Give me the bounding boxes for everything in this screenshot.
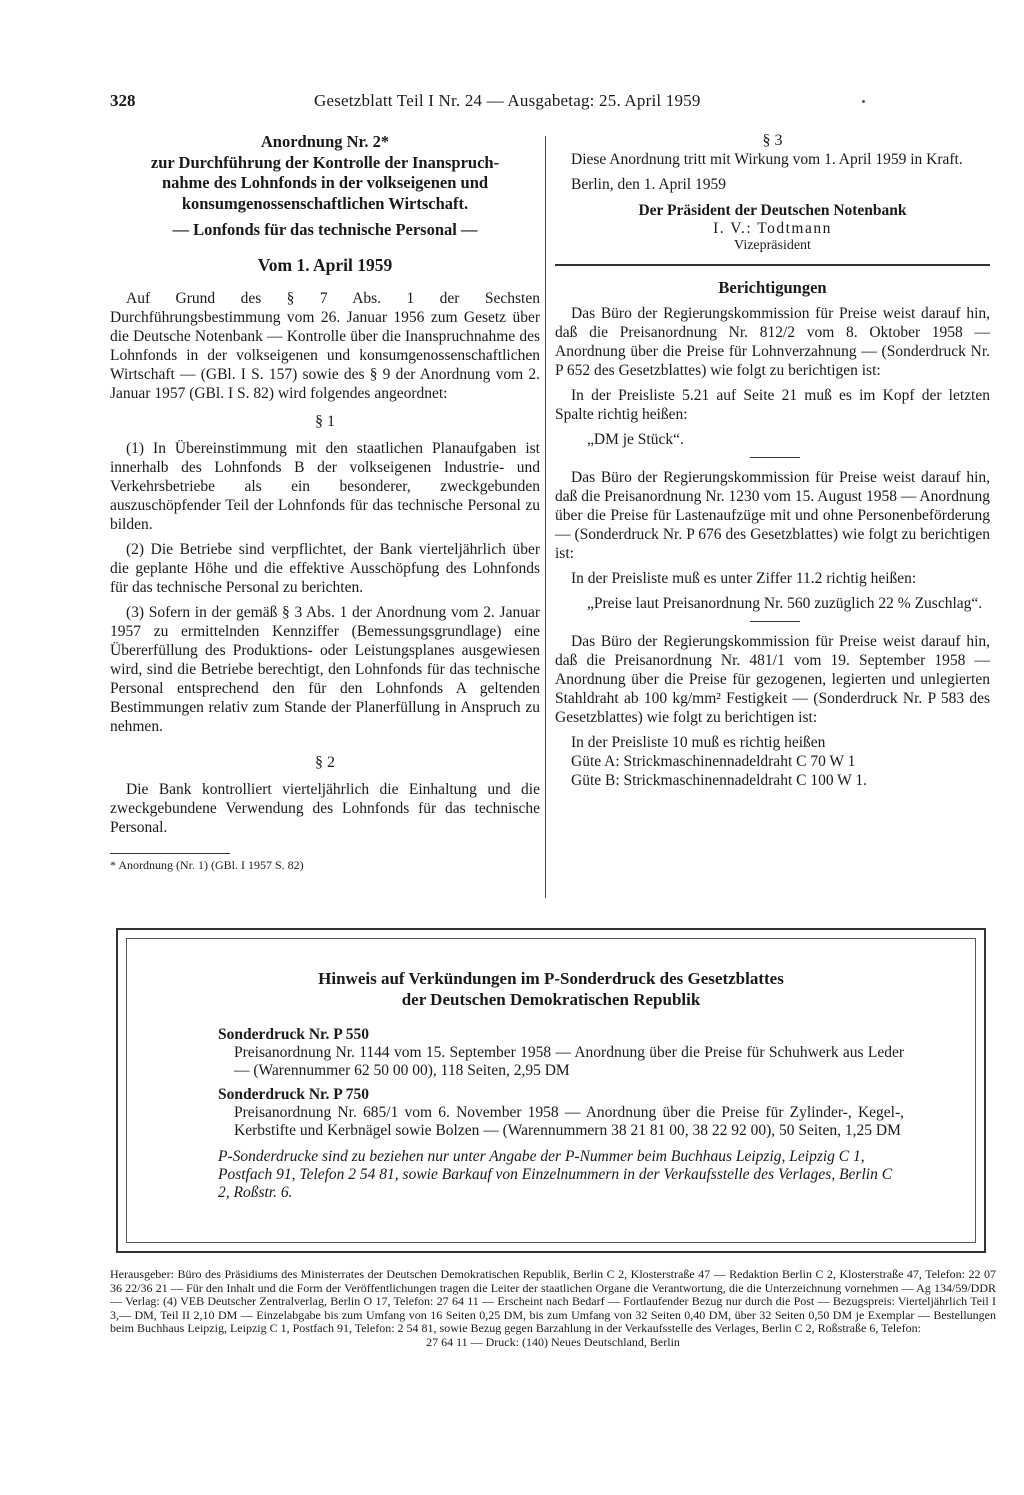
ordinance-title-line: nahme des Lohnfonds in der volkseigenen und [161,173,489,192]
footnote: * Anordnung (Nr. 1) (GBl. I 1957 S. 82) [110,858,304,872]
paragraph: Das Büro der Regierungskommission für Preise weist darauf hin, daß die Preisanordnung Nr. 481/1 vom 19. September 1958 — Anordnung über die Preise für gezogenen, legierten und unlegierten Stahldraht ab 100 kg/mm² Festigkeit — (Sonderdruck Nr. P 583 des Gesetzblattes) wie folgt zu berichtigen ist: [555,633,990,726]
ordering-note: P-Sonderdrucke sind zu beziehen nur unter Angabe der P-Nummer beim Buchhaus Leipzig, Leipzig C 1, Postfach 91, Telefon 2 54 81, sowie Barkauf von Einzelnummern in der Verkaufsstelle des Verlages, Berlin C 2, Roßstr. 6. [218,1148,893,1201]
ordinance-title-line: konsumgenossenschaftlichen Wirtschaft. [181,193,469,213]
notice-box [116,928,986,1253]
imprint-text: Herausgeber: Büro des Präsidiums des Ministerrates der Deutschen Demokratischen Republik, Berlin C 2, Klosterstraße 47 — Redaktion Berlin C 2, Klosterstraße 47, Telefon: 22 07 36 22/36 21 — Für den Inhalt und die Form der Veröffentlichungen tragen die Leiter der staatlichen Organe die Verantwortung, die die Unterzeichnung vornehmen — Ag 134/59/DDR — Verlag: (4) VEB Deutscher Zentralverlag, Berlin O 17, Telefon: 27 64 11 — Erscheint nach Bedarf — Fortlaufender Bezug nur durch die Post — Bezugspreis: Vierteljährlich Teil I 3,— DM, Teil II 2,10 DM — Einzelabgabe bis zum Umfang von 16 Seiten 0,25 DM, bis zum Umfang von 32 Seiten 0,40 DM, über 32 Seiten 0,50 DM je Exemplar — Bestellungen beim Buchhaus Leipzig, Leipzig C 1, Postfach 91, Telefon: 2 54 81, sowie Bezug gegen Barzahlung in der Verkaufsstelle des Verlages, Berlin C 2, Roßstraße 6, Telefon: [110,1267,996,1335]
running-title: Gesetzblatt Teil I Nr. 24 — Ausgabetag: 25. April 1959 [314,91,701,110]
section-heading: § 1 [315,413,335,430]
page-number: 328 [110,91,136,110]
special-print-heading: Sonderdruck Nr. P 550 [218,1026,370,1043]
left-column [110,132,540,873]
quoted-correction: „Preise laut Preisanordnung Nr. 560 zuzüglich 22 % Zuschlag“. [587,595,983,612]
separator-rule [750,621,800,622]
footnote-rule [110,853,230,854]
notice-title-line: der Deutschen Demokratischen Republik [401,990,701,1009]
ordinance-title-line: Anordnung Nr. 2* [260,132,390,151]
quality-line: Güte A: Strickmaschinennadeldraht C 70 W 1 [571,753,856,770]
right-column [555,132,990,790]
preamble: Auf Grund des § 7 Abs. 1 der Sechsten Durchführungsbestimmung vom 26. Januar 1956 zum Gesetz über die Deutsche Notenbank — Kontrolle über die Inanspruchnahme des Lohnfonds in der volkseigenen und konsumgenossenschaftlichen Wirtschaft — (GBl. I S. 157) sowie des § 9 der Anordnung vom 2. Januar 1957 (GBl. I S. 82) wird folgendes angeordnet: [110,290,540,402]
section-heading: § 2 [315,754,335,771]
paragraph: In der Preisliste 10 muß es richtig heißen [571,734,826,751]
paragraph: Das Büro der Regierungskommission für Preise weist darauf hin, daß die Preisanordnung Nr. 812/2 vom 8. Oktober 1958 — Anordnung über die Preise für Lohnverzahnung — (Sonderdruck Nr. P 652 des Gesetzblattes) wie folgt zu berichtigen ist: [555,305,990,379]
section-heading: § 3 [762,132,783,149]
ordinance-date: Vom 1. April 1959 [257,254,393,275]
paragraph: Das Büro der Regierungskommission für Preise weist darauf hin, daß die Preisanordnung Nr. 1230 vom 15. August 1958 — Anordnung über die Preise für Lastenaufzüge mit und ohne Personenbeförderung — (Sonderdruck Nr. P 676 des Gesetzblattes) wie folgt zu berichtigen ist: [555,469,990,562]
place-date: Berlin, den 1. April 1959 [571,176,726,193]
paragraph: Die Bank kontrolliert vierteljährlich die Einhaltung und die zweckgebundene Verwendung des Lohnfonds für das technische Personal. [110,781,540,836]
running-header [110,91,914,117]
separator-rule [750,457,800,458]
paragraph: (2) Die Betriebe sind verpflichtet, der Bank vierteljährlich über die geplante Höhe und die effektive Ausschöpfung des Lohnfonds für das technische Personal zu berichten. [110,541,540,596]
paragraph: In der Preisliste 5.21 auf Seite 21 muß es im Kopf der letzten Spalte richtig heißen: [555,387,990,423]
ordinance-title [110,132,540,214]
paragraph: In der Preisliste muß es unter Ziffer 11.2 richtig heißen: [571,570,917,587]
notice-title-line: Hinweis auf Verkündungen im P-Sonderdruck des Gesetzblattes [318,969,784,988]
signer-name: I. V.: Todtmann [713,220,832,237]
quality-line: Güte B: Strickmaschinennadeldraht C 100 W 1. [571,772,868,789]
paragraph: Diese Anordnung tritt mit Wirkung vom 1. April 1959 in Kraft. [571,151,963,168]
notice-title [118,968,984,1010]
signer-organization: Der Präsident der Deutschen Notenbank [638,202,907,219]
print-speck [862,100,865,103]
imprint [110,1268,996,1349]
ordinance-title-line: zur Durchführung der Kontrolle der Inanspruch- [150,152,500,172]
quoted-correction: „DM je Stück“. [587,431,684,448]
special-print-text: Preisanordnung Nr. 1144 vom 15. September 1958 — Anordnung über die Preise für Schuhwerk aus Leder — (Warennummer 62 50 00 00), 118 Seiten, 2,95 DM [234,1044,904,1079]
notice-body [218,1026,904,1202]
special-print-heading: Sonderdruck Nr. P 750 [218,1086,370,1103]
paragraph: (3) Sofern in der gemäß § 3 Abs. 1 der Anordnung vom 2. Januar 1957 zu ermittelnden Kennziffer (Bemessungsgrundlage) eine Übererfüllung des Produktions- oder Leistungsplanes ausgewiesen wird, sind die Betriebe berechtigt, den Lohnfonds für das technische Personal entsprechend den für den Lohnfonds A geltenden Bestimmungen relativ zum Stande der Planerfüllung in Anspruch zu nehmen. [110,604,540,735]
section-divider [555,264,990,266]
special-print-text: Preisanordnung Nr. 685/1 vom 6. November 1958 — Anordnung über die Preise für Zylinder-, Kegel-, Kerbstifte und Kerbnägel sowie Bolzen — (Warennummern 38 21 81 00, 38 22 92 00), 50 Seiten, 1,25 DM [234,1104,904,1139]
paragraph: (1) In Übereinstimmung mit den staatlichen Planaufgaben ist innerhalb des Lohnfonds B der volkseigenen Industrie- und Verkehrsbetriebe als ein besonderer, zweckgebunden auszuschöpfender Teil der Lohnfonds für das technische Personal zu bilden. [110,440,540,533]
column-divider [545,136,546,898]
ordinance-subtitle: — Lonfonds für das technische Personal — [172,220,478,239]
corrections-heading: Berichtigungen [718,278,827,297]
signer-role: Vizepräsident [734,238,811,253]
imprint-last-line: 27 64 11 — Druck: (140) Neues Deutschland, Berlin [426,1334,680,1349]
